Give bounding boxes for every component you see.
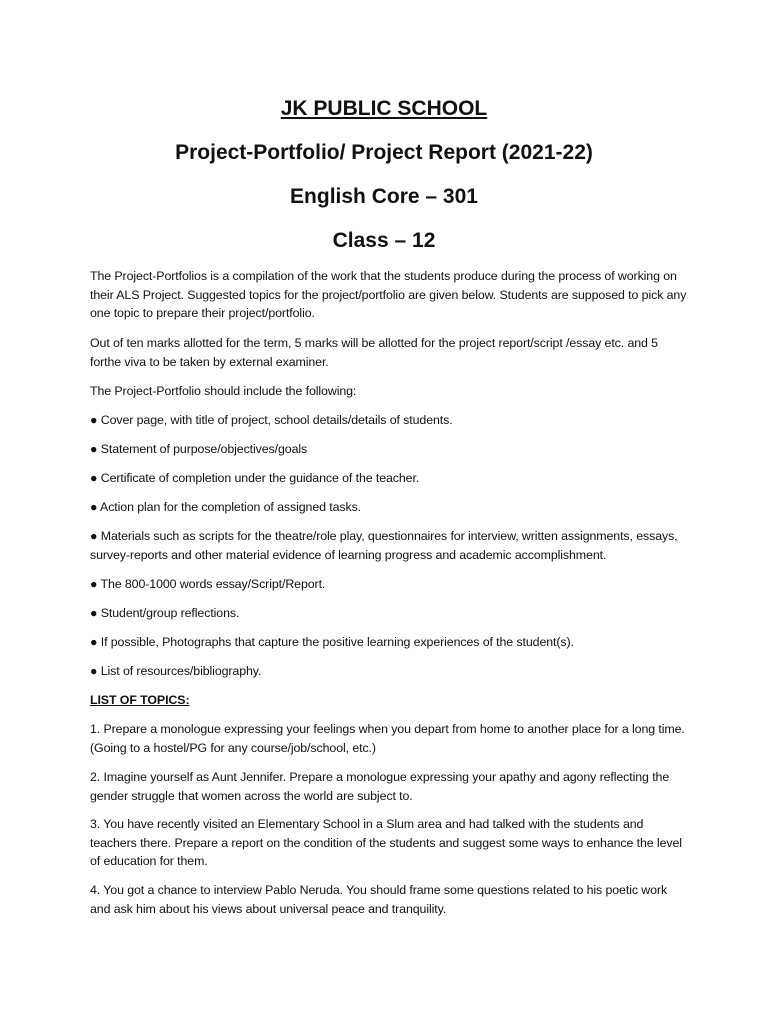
class-title: Class – 12 (332, 229, 436, 252)
intro-paragraph-3: The Project-Portfolio should include the following: (90, 384, 357, 398)
list-item: ● If possible, Photographs that capture the positive learning experiences of the student(s). (90, 635, 574, 649)
list-item: ● The 800-1000 words essay/Script/Report. (90, 577, 326, 591)
project-title: Project-Portfolio/ Project Report (2021-22) (175, 141, 593, 164)
intro-paragraph-1: The Project-Portfolios is a compilation of the work that the students produce during the process of working on their ALS Project. Suggested topics for the project/portfolio are given below. Students are supposed to pick any one topic to prepare their project/portfolio. (90, 269, 687, 320)
topic-item: 1. Prepare a monologue expressing your feelings when you depart from home to another place for a long time. (Going to a hostel/PG for any course/job/school, etc.) (90, 722, 685, 755)
list-item: ● Materials such as scripts for the theatre/role play, questionnaires for interview, written assignments, essays, survey-reports and other material evidence of learning progress and academic accomplishment. (90, 529, 678, 562)
topics-heading: LIST OF TOPICS: (90, 693, 190, 707)
topic-item: 3. You have recently visited an Elementary School in a Slum area and had talked with the students and teachers there. Prepare a report on the condition of the students and suggest some ways to enhance the level of education for them. (90, 817, 682, 868)
school-name: JK PUBLIC SCHOOL (280, 97, 488, 120)
topic-item: 4. You got a chance to interview Pablo Neruda. You should frame some questions related to his poetic work and ask him about his views about universal peace and tranquility. (90, 883, 668, 916)
topic-item: 2. Imagine yourself as Aunt Jennifer. Prepare a monologue expressing your apathy and agony reflecting the gender struggle that women across the world are subject to. (90, 770, 670, 803)
list-item: ● Certificate of completion under the guidance of the teacher. (90, 471, 420, 485)
list-item: ● Cover page, with title of project, school details/details of students. (90, 413, 453, 427)
list-item: ● Student/group reflections. (90, 606, 240, 620)
list-item: ● Statement of purpose/objectives/goals (90, 442, 308, 456)
intro-paragraph-2: Out of ten marks allotted for the term, 5 marks will be allotted for the project report/script /essay etc. and 5 forthe viva to be taken by external examiner. (90, 336, 658, 369)
list-item: ● List of resources/bibliography. (90, 664, 262, 678)
list-item: ● Action plan for the completion of assigned tasks. (90, 500, 362, 514)
subject-title: English Core – 301 (290, 185, 478, 208)
